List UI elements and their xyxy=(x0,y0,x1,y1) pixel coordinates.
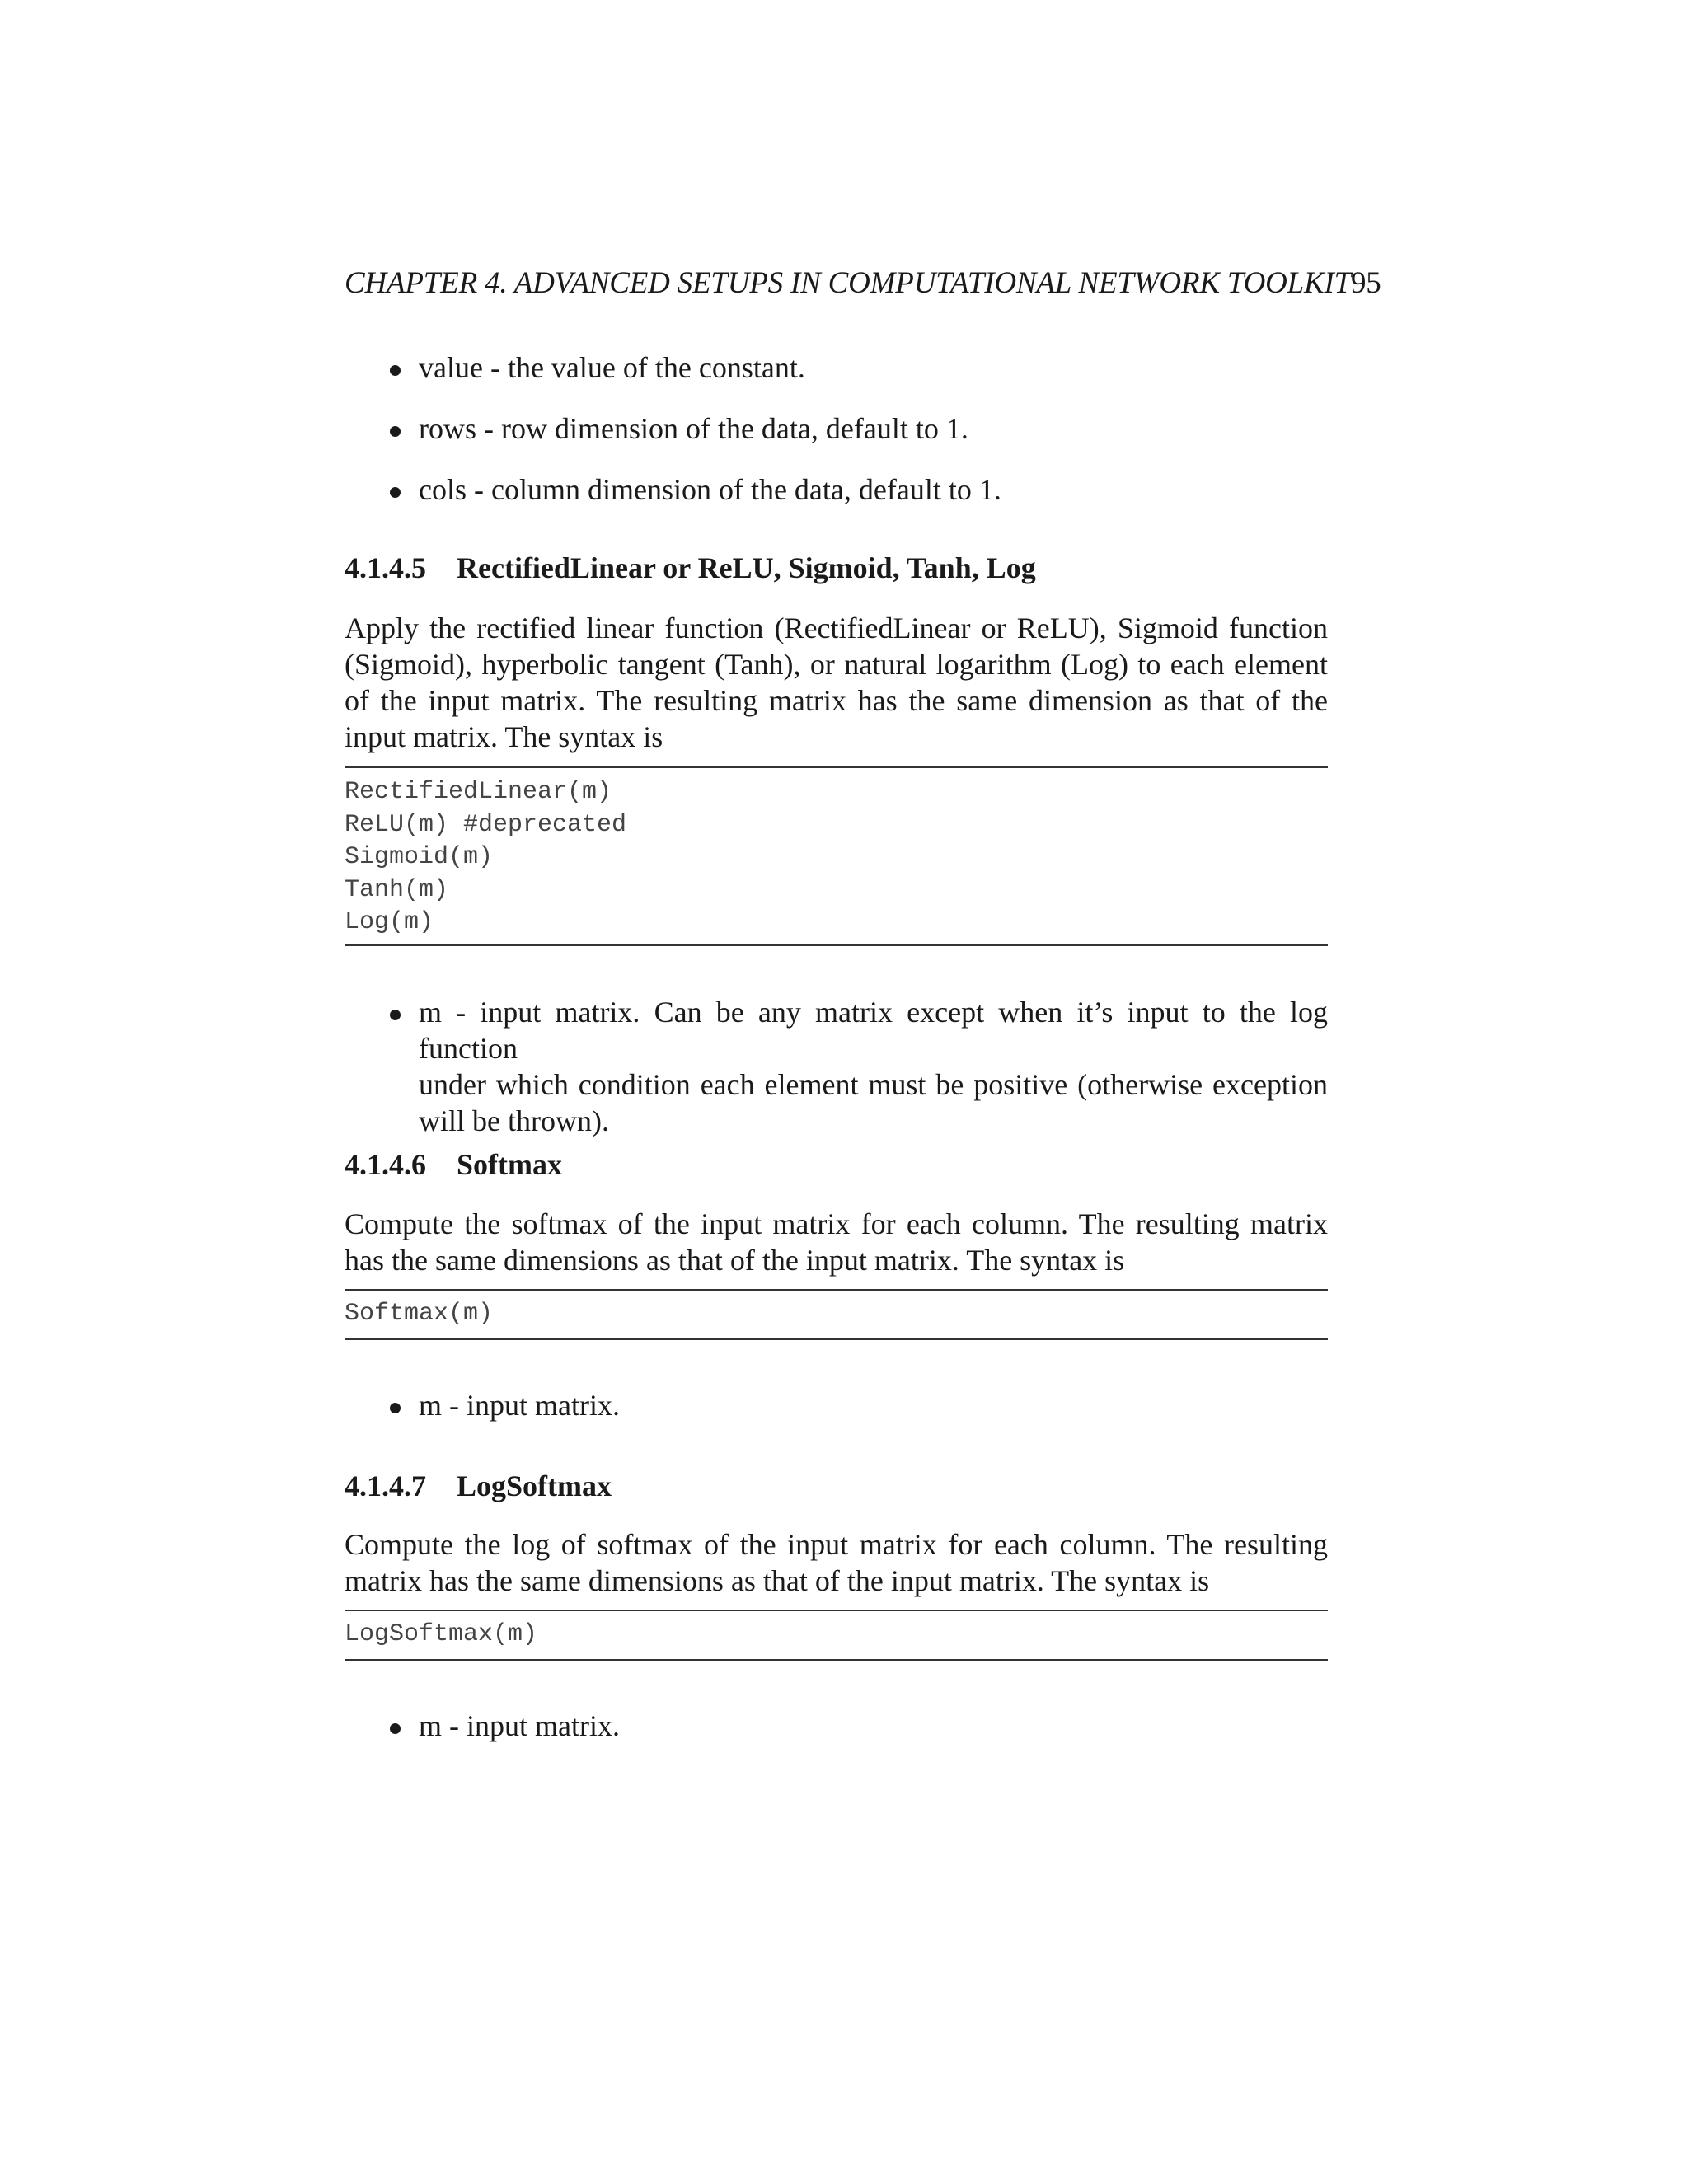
section-title: LogSoftmax xyxy=(457,1469,612,1502)
paragraph-line: (Sigmoid), hyperbolic tangent (Tanh), or natural logarithm (Log) to each element xyxy=(345,648,1328,681)
paragraph-line: Compute the log of softmax of the input matrix for each column. The resulting xyxy=(345,1528,1328,1561)
code-rule-top xyxy=(345,1289,1328,1291)
list-item: cols - column dimension of the data, default to 1. xyxy=(345,471,1328,508)
code-block xyxy=(345,1298,493,1331)
bullet-icon xyxy=(390,1403,401,1413)
page-number: 95 xyxy=(1350,266,1381,300)
bullet-icon xyxy=(390,487,401,498)
section-number: 4.1.4.5 xyxy=(345,551,426,584)
section-heading xyxy=(345,1147,562,1182)
section-paragraph xyxy=(345,1526,1328,1599)
paragraph-line: matrix has the same dimensions as that of the input matrix. The syntax is xyxy=(345,1564,1210,1597)
paragraph-line: has the same dimensions as that of the input matrix. The syntax is xyxy=(345,1244,1125,1277)
code-rule-bottom xyxy=(345,1338,1328,1340)
list-item: m - input matrix. Can be any matrix except when it’s input to the log function under which condition each element must be positive (otherwise exception will be thrown). xyxy=(345,994,1328,1139)
section-heading xyxy=(345,551,1036,585)
paragraph-line: of the input matrix. The resulting matrix has the same dimension as that of the xyxy=(345,684,1328,717)
bullet-icon xyxy=(390,426,401,437)
paragraph-line: input matrix. The syntax is xyxy=(345,720,663,753)
section-title: RectifiedLinear or ReLU, Sigmoid, Tanh, Log xyxy=(457,551,1036,584)
section-number: 4.1.4.6 xyxy=(345,1148,426,1181)
paragraph-line: Apply the rectified linear function (RectifiedLinear or ReLU), Sigmoid function xyxy=(345,612,1328,644)
list-item: m - input matrix. xyxy=(345,1387,1328,1423)
code-line: Softmax(m) xyxy=(345,1300,494,1328)
parameter-list-constant xyxy=(345,349,1328,508)
bullet-icon xyxy=(390,365,401,376)
code-rule-bottom xyxy=(345,1659,1328,1661)
code-rule-bottom xyxy=(345,944,1328,946)
code-line: Sigmoid(m) xyxy=(345,843,494,871)
bullet-icon xyxy=(390,1010,401,1020)
parameter-list xyxy=(345,1387,1328,1423)
section-paragraph xyxy=(345,1206,1328,1278)
parameter-list xyxy=(345,1708,1328,1744)
list-item: value - the value of the constant. xyxy=(345,349,1328,386)
code-line: LogSoftmax(m) xyxy=(345,1620,538,1648)
section-paragraph xyxy=(345,610,1328,755)
section-number: 4.1.4.7 xyxy=(345,1469,426,1502)
list-item: m - input matrix. xyxy=(345,1708,1328,1744)
list-item: rows - row dimension of the data, default to 1. xyxy=(345,410,1328,447)
code-line: RectifiedLinear(m) xyxy=(345,778,612,806)
code-block xyxy=(345,776,626,940)
code-line: Tanh(m) xyxy=(345,875,449,904)
running-title: CHAPTER 4. ADVANCED SETUPS IN COMPUTATIONAL NETWORK TOOLKIT xyxy=(345,266,1351,300)
code-line: ReLU(m) #deprecated xyxy=(345,810,627,839)
running-header xyxy=(345,265,1416,301)
section-title: Softmax xyxy=(457,1148,562,1181)
section-heading xyxy=(345,1469,612,1503)
bullet-icon xyxy=(390,1723,401,1734)
code-line: Log(m) xyxy=(345,908,434,936)
code-rule-top xyxy=(345,766,1328,768)
parameter-list xyxy=(345,994,1328,1139)
code-block xyxy=(345,1619,537,1652)
paragraph-line: Compute the softmax of the input matrix for each column. The resulting matrix xyxy=(345,1207,1328,1240)
code-rule-top xyxy=(345,1610,1328,1611)
